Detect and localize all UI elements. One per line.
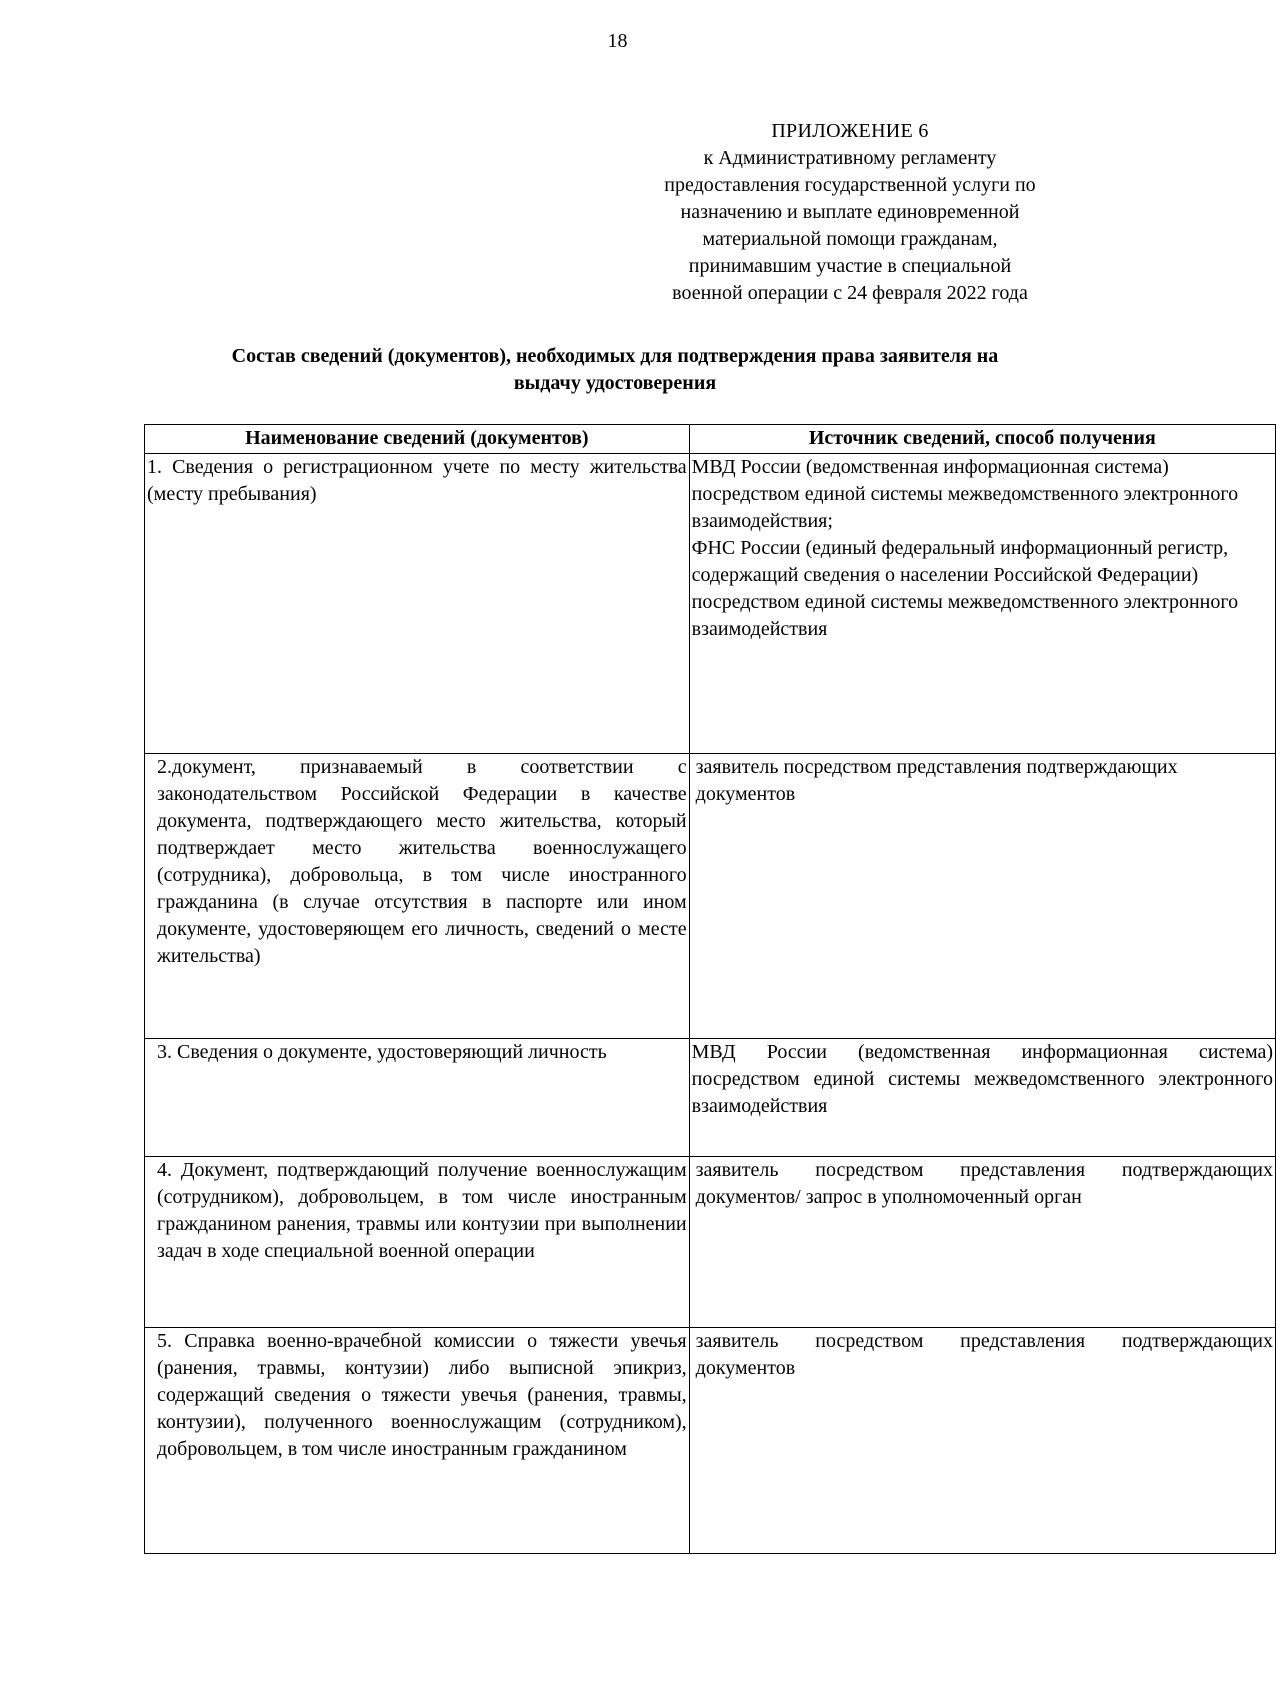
appendix-line: материальной помощи гражданам, [702, 228, 998, 250]
row-source-cell: МВД России (ведомственная информационная система) посредством единой системы межведомственного электронного взаимодействия; ФНС России (единый федеральный информационный регистр, содержащий сведения о населении Российской Федерации) посредством единой системы межведомственного электронного взаимодействия [689, 454, 1275, 754]
table-row [145, 754, 1276, 1039]
table-header-row [145, 425, 1276, 454]
row-name-cell: 2.документ, признаваемый в соответствии с законодательством Российской Федерации в качестве документа, подтверждающего место жительства, который подтверждает место жительства военнослужащего (сотрудника), добровольца, в том числе иностранного гражданина (в случае отсутствия в паспорте или ином документе, удостоверяющем его личность, сведений о месте жительства) [145, 754, 690, 1039]
row-source-cell: заявитель посредством представления подтверждающих документов [689, 754, 1275, 1039]
row-source-cell: МВД России (ведомственная информационная система) посредством единой системы межведомственного электронного взаимодействия [689, 1039, 1275, 1157]
appendix-line: к Административному регламенту [703, 147, 997, 169]
row-name-cell: 1. Сведения о регистрационном учете по месту жительства (месту пребывания) [145, 454, 690, 754]
row-name-cell: 4. Документ, подтверждающий получение военнослужащим (сотрудником), добровольцем, в том числе иностранным гражданином ранения, травмы или контузии при выполнении задач в ходе специальной военной операции [145, 1157, 690, 1328]
document-title [140, 343, 1090, 397]
row-source-cell: заявитель посредством представления подтверждающих документов/ запрос в уполномоченный орган [689, 1157, 1275, 1328]
table-row [145, 454, 1276, 754]
appendix-line: принимавшим участие в специальной [688, 255, 1012, 277]
documents-table [144, 424, 1276, 1554]
appendix-line: военной операции с 24 февраля 2022 года [672, 282, 1028, 304]
page-number: 18 [607, 30, 628, 52]
appendix-line: назначению и выплате единовременной [680, 201, 1020, 223]
appendix-header [620, 118, 1080, 307]
table-row [145, 1328, 1276, 1554]
row-name-cell: 3. Сведения о документе, удостоверяющий личность [145, 1039, 690, 1157]
row-source-cell: заявитель посредством представления подтверждающих документов [689, 1328, 1275, 1554]
document-title-line: выдачу удостоверения [513, 372, 717, 394]
appendix-title: ПРИЛОЖЕНИЕ 6 [771, 120, 929, 142]
column-header-source: Источник сведений, способ получения [689, 425, 1275, 454]
row-name-cell: 5. Справка военно-врачебной комиссии о тяжести увечья (ранения, травмы, контузии) либо выписной эпикриз, содержащий сведения о тяжести увечья (ранения, травмы, контузии), полученного военнослужащим (сотрудником), добровольцем, в том числе иностранным гражданином [145, 1328, 690, 1554]
table-row [145, 1157, 1276, 1328]
document-title-line: Состав сведений (документов), необходимых для подтверждения права заявителя на [231, 345, 999, 367]
column-header-name: Наименование сведений (документов) [145, 425, 690, 454]
table-row [145, 1039, 1276, 1157]
appendix-line: предоставления государственной услуги по [664, 174, 1036, 196]
